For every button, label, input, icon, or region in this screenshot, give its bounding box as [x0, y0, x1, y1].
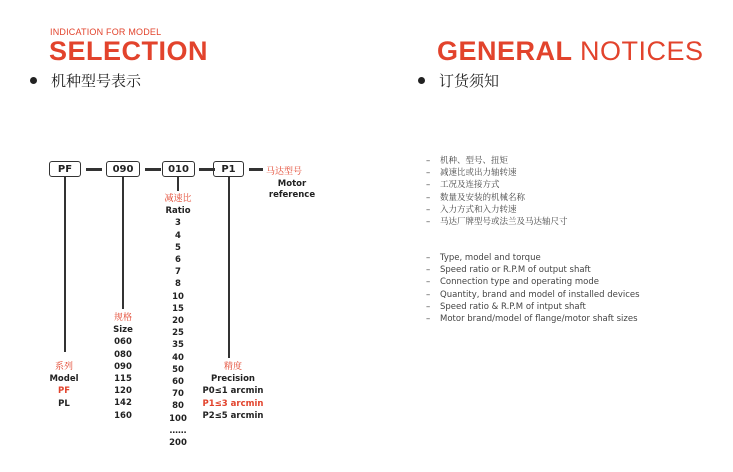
left-bullet [30, 70, 141, 91]
notice-en-item: – Connection type and operating mode [426, 277, 599, 288]
notice-cn-item: – 减速比或出力轴转速 [426, 168, 517, 179]
code-box-size: 090 [106, 161, 140, 177]
ratio-item: 15 [172, 303, 184, 314]
code-dash [86, 168, 102, 171]
notices-title-thin: NOTICES [580, 36, 704, 66]
precision-column [198, 361, 268, 422]
ratio-connector [177, 177, 179, 191]
precision-connector [228, 177, 230, 358]
ratio-label-en: Ratio [165, 206, 191, 217]
ratio-item: 25 [172, 328, 184, 339]
ratio-item: 35 [172, 340, 184, 351]
motor-label-en-line1: Motor [277, 179, 307, 189]
ratio-item: 20 [172, 316, 184, 327]
ratio-label-cn: 减速比 [164, 194, 192, 204]
code-box-precision: P1 [213, 161, 244, 177]
ratio-item: 200 [169, 438, 187, 449]
size-connector [122, 177, 124, 309]
ratio-item: 4 [175, 230, 181, 241]
precision-label-cn: 精度 [223, 362, 242, 372]
size-column [103, 312, 143, 422]
notice-en-item: – Speed ratio & R.P.M of intput shaft [426, 301, 586, 312]
notice-en-item: – Type, model and torque [426, 253, 541, 263]
bullet-dot-icon [30, 77, 37, 84]
notices-title-bold: GENERAL [437, 36, 573, 66]
notice-en-item: – Speed ratio or R.P.M of output shaft [426, 265, 591, 276]
size-item: 115 [114, 374, 132, 385]
size-label-cn: 规格 [113, 313, 132, 323]
bullet-dot-icon [418, 77, 425, 84]
series-label-en: Model [49, 374, 79, 385]
ratio-item: 7 [175, 267, 181, 278]
size-item: 060 [114, 337, 132, 348]
size-label-en: Size [113, 325, 133, 336]
notice-cn-item: – 马达厂牌型号或法兰及马达轴尺寸 [426, 217, 568, 228]
size-item: 120 [114, 386, 132, 397]
notice-cn-item: – 工况及连接方式 [426, 180, 500, 191]
size-item: 080 [114, 349, 132, 360]
notice-cn-item: – 入力方式和入力转速 [426, 204, 517, 215]
ratio-item: 40 [172, 352, 184, 363]
precision-item: P1≤3 arcmin [202, 398, 264, 409]
ratio-item: 70 [172, 389, 184, 400]
size-item: 090 [114, 361, 132, 372]
series-label-cn: 系列 [54, 362, 73, 372]
code-dash [249, 168, 263, 171]
notice-en-item: – Quantity, brand and model of installed devices [426, 289, 640, 300]
notices-title [437, 36, 704, 67]
precision-item: P0≤1 arcmin [202, 386, 264, 397]
ratio-item: 60 [172, 377, 184, 388]
series-item: PF [57, 386, 71, 397]
ratio-item: 5 [175, 242, 181, 253]
ratio-item: 100 [169, 413, 187, 424]
notices-cn-list [426, 155, 568, 228]
notice-en-item: – Motor brand/model of flange/motor shaft sizes [426, 314, 638, 325]
precision-label-en: Precision [210, 374, 255, 385]
ratio-item: 3 [175, 218, 181, 229]
right-bullet-text: 订货须知 [439, 72, 500, 90]
section-title: SELECTION [49, 36, 209, 66]
size-item: 160 [114, 410, 132, 421]
motor-label-cn: 马达型号 [266, 167, 303, 177]
ratio-column [156, 193, 200, 449]
ratio-item: 50 [172, 364, 184, 375]
ratio-item: 6 [175, 255, 181, 266]
notice-cn-item: – 数量及安装的机械名称 [426, 192, 526, 203]
code-box-series: PF [49, 161, 81, 177]
series-column [44, 361, 84, 410]
motor-label-en-line2: reference [268, 190, 316, 200]
code-dash [145, 168, 161, 171]
motor-label-en [265, 179, 319, 201]
notice-cn-item: – 机种、型号、扭矩 [426, 156, 509, 166]
ratio-item: 10 [172, 291, 184, 302]
section-subtitle: INDICATION FOR MODEL [50, 27, 162, 37]
series-connector [64, 177, 66, 352]
notices-en-list [426, 252, 640, 325]
left-bullet-text: 机种型号表示 [51, 72, 142, 90]
ratio-item: 80 [172, 401, 184, 412]
right-bullet [418, 70, 499, 91]
series-item: PL [58, 398, 70, 409]
size-item: 142 [114, 398, 132, 409]
code-box-ratio: 010 [162, 161, 195, 177]
ratio-item: 8 [175, 279, 181, 290]
precision-item: P2≤5 arcmin [202, 410, 264, 421]
ratio-item: …… [169, 425, 187, 436]
